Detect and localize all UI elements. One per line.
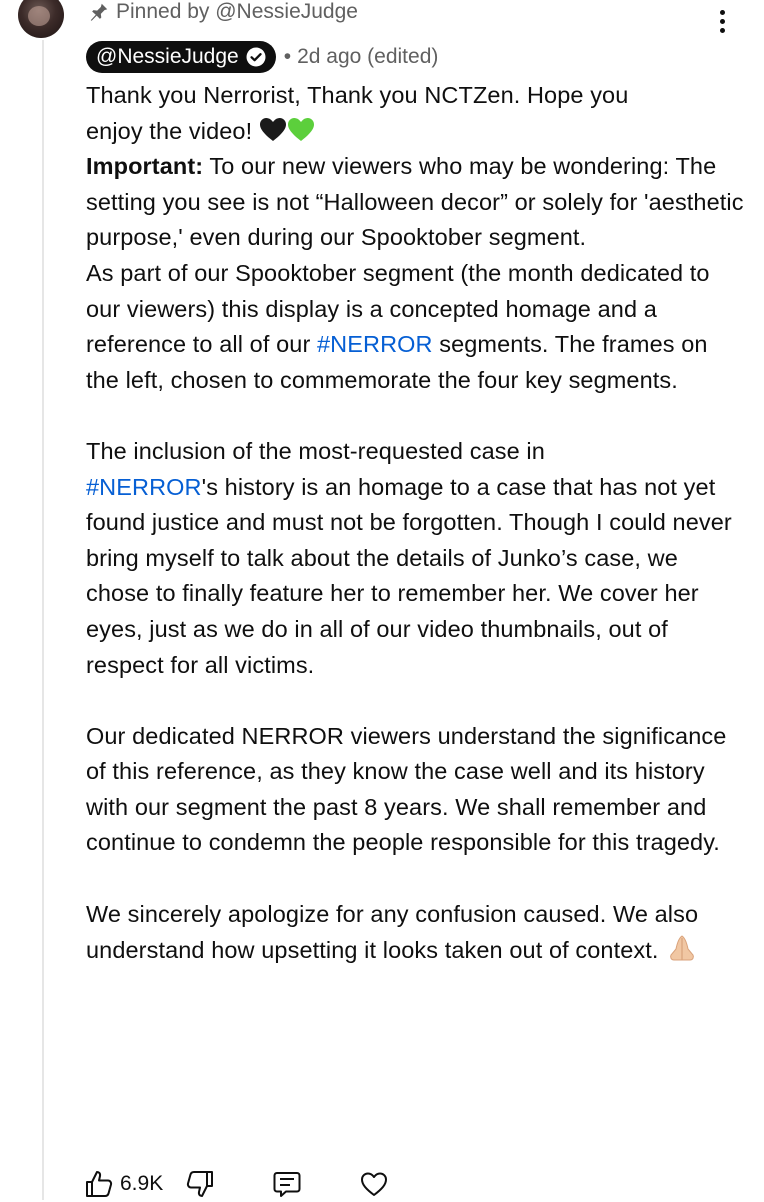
thumbs-down-icon [185, 1169, 215, 1199]
author-name: @NessieJudge [96, 45, 239, 68]
paragraph [86, 897, 746, 969]
text-span: To our new viewers who may be wondering: The setting you see is not “Halloween decor” or solely for 'aesthetic purpose,' even during our Spooktober segment. [86, 153, 744, 251]
paragraph [86, 719, 746, 861]
hashtag-link[interactable]: #NERROR [317, 331, 433, 358]
more-options-button[interactable] [708, 6, 736, 36]
text-span: The inclusion of the most-requested case in [86, 437, 545, 464]
paragraph [86, 78, 746, 149]
thumbs-up-icon [84, 1169, 114, 1199]
pinned-label [88, 0, 358, 24]
dot-icon [720, 28, 725, 33]
text-span: As part of our Spooktober segment (the month dedicated to our viewers) this display is a concepted homage and a reference to all of our [86, 259, 710, 358]
meta-separator: • [283, 45, 292, 68]
like-count: 6.9K [120, 1172, 164, 1195]
heart-button[interactable] [359, 1169, 389, 1199]
timestamp: 2d ago (edited) [297, 45, 439, 68]
heart-icon [359, 1169, 389, 1199]
hashtag-link[interactable]: #NERROR [86, 473, 202, 500]
verified-check-icon [246, 47, 266, 67]
folded-hands-icon [665, 932, 699, 964]
author-badge[interactable] [86, 41, 276, 73]
reply-icon [272, 1169, 302, 1199]
paragraph [86, 149, 746, 256]
paragraph [86, 256, 746, 398]
text-span: segments. The frames on the left, chosen to commemorate the four key segments. [86, 331, 708, 393]
avatar[interactable] [18, 0, 64, 38]
comment-meta [86, 41, 438, 73]
dislike-button[interactable] [185, 1169, 215, 1199]
text-span: 's history is an homage to a case that has not yet found justice and must not be forgotten. Though I could never bring myself to talk about the details of Junko’s case, we chose to finally feature her to remember her. We cover her eyes, just as we do in all of our video thumbnails, out of respect for all victims. [86, 473, 732, 678]
dot-icon [720, 19, 725, 24]
thread-line [42, 40, 44, 1200]
text-span: We sincerely apologize for any confusion caused. We also understand how upsetting it looks taken out of context. [86, 900, 699, 964]
dot-icon [720, 10, 725, 15]
comment-actions [84, 1166, 389, 1202]
text-line: Thank you Nerrorist, Thank you NCTZen. Hope you [86, 82, 629, 108]
pinned-text: Pinned by @NessieJudge [116, 0, 358, 23]
like-button[interactable] [84, 1169, 163, 1199]
text-line: enjoy the video! [86, 117, 253, 144]
pin-icon [88, 1, 110, 23]
black-heart-icon [259, 117, 287, 143]
comment-body [86, 78, 746, 969]
reply-button[interactable] [272, 1169, 302, 1199]
green-heart-icon [287, 117, 315, 143]
important-label: Important: [86, 153, 204, 180]
text-span: Our dedicated NERROR viewers understand the significance of this reference, as they know the case well and its history with our segment the past 8 years. We shall remember and continue to condemn the people responsible for this tragedy. [86, 722, 727, 856]
paragraph [86, 434, 746, 683]
